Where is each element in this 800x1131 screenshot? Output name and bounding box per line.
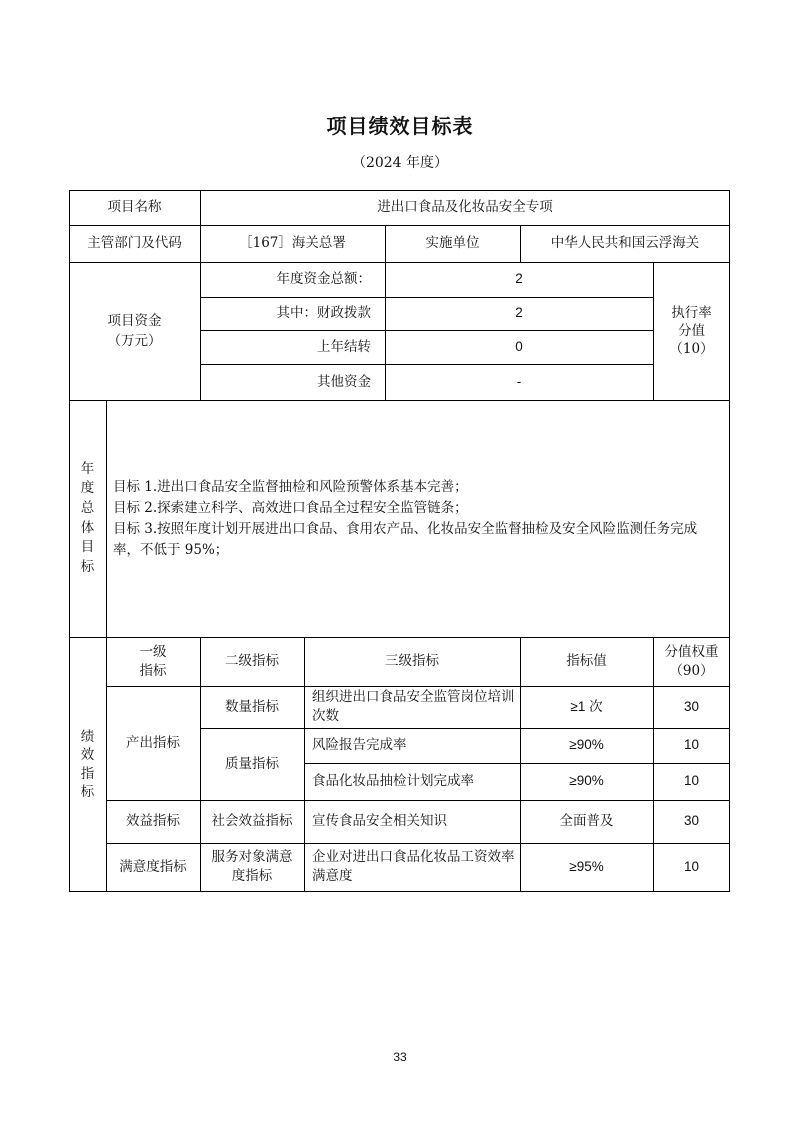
execution-rate-score [653,262,730,400]
execution-rate-line1: 执行率 [671,304,712,321]
funds-other-label: 其他资金 [317,373,371,390]
output-indicators-label: 产出指标 [126,734,180,751]
benefit-value: 全面普及 [559,813,614,830]
page-title: 项目绩效目标表 [326,114,474,138]
project-name-label: 项目名称 [107,199,162,216]
annual-goals-label-char: 标 [80,558,95,575]
service-satisfaction-label: 服务对象满意度指标 [211,849,293,884]
annual-goals-content [107,477,727,561]
annual-goals-label [69,400,106,637]
annual-goals-label-char: 度 [80,480,95,497]
indicator-row-1-value: ≥1 次 [570,698,603,714]
header-value: 指标值 [566,653,607,670]
department-value: ［167］海关总署 [239,235,346,252]
performance-label-char: 绩 [80,729,95,746]
execution-rate-line3: （10） [669,341,714,358]
annual-goals-label-char: 体 [80,519,95,536]
social-benefit-label: 社会效益指标 [211,813,293,830]
department-label: 主管部门及代码 [87,235,182,252]
annual-goals-label-char: 年 [80,460,95,477]
funds-other-value: - [516,373,522,389]
annual-goals-label-char: 总 [80,499,95,516]
performance-indicators-label [69,637,106,892]
quantity-indicators-label: 数量指标 [225,698,279,715]
page-number: 33 [393,1050,407,1064]
funds-carryover-label: 上年结转 [317,338,371,355]
indicator-row-1-weight: 30 [683,698,700,714]
indicator-row-2-weight: 10 [683,737,700,753]
quality-indicators-label: 质量指标 [225,755,279,772]
funds-fiscal-label: 其中：财政拨款 [276,305,371,322]
satisfaction-indicators-label: 满意度指标 [119,858,187,875]
performance-label-char: 效 [80,747,95,764]
performance-label-char: 指 [80,765,95,782]
header-level1-line1: 一级 [139,644,167,661]
header-weight-line1: 分值权重 [664,644,719,661]
project-name-value: 进出口食品及化妆品安全专项 [377,199,553,216]
header-weight-line2: （90） [669,662,714,679]
funds-fiscal-value: 2 [515,305,523,321]
header-weight [653,637,730,686]
goal-item: 目标 1.进出口食品安全监督抽检和风险预警体系基本完善； [113,479,468,495]
indicator-row-2-level3: 风险报告完成率 [312,737,407,754]
indicator-row-3-value: ≥90% [569,773,604,789]
satisfaction-weight: 10 [683,858,700,874]
project-funds-label-line2: （万元） [107,333,162,349]
satisfaction-level3: 企业对进出口食品化妆品工资效率满意度 [312,849,515,884]
execution-rate-line2: 分值 [678,322,705,339]
project-funds-label-line1: 项目资金 [107,312,162,329]
page-subtitle: （2024 年度） [351,155,449,171]
performance-label-char: 标 [80,783,95,800]
performance-target-table [69,190,730,892]
indicator-row-1-level3: 组织进出口食品安全监管岗位培训次数 [312,689,515,724]
funds-carryover-value: 0 [515,338,523,354]
header-level3: 三级指标 [385,653,439,670]
indicator-row-2-value: ≥90% [569,737,604,753]
project-funds-label [69,262,200,400]
indicator-row-3-weight: 10 [683,773,700,789]
goal-item: 目标 2.探索建立科学、高效进口食品全过程安全监管链条； [113,500,468,516]
benefit-level3: 宣传食品安全相关知识 [312,813,447,830]
satisfaction-value: ≥95% [569,858,604,874]
header-level2: 二级指标 [225,653,279,670]
header-level1-line2: 指标 [139,662,167,679]
funds-total-value: 2 [515,271,523,287]
indicator-row-3-level3: 食品化妆品抽检计划完成率 [312,773,474,790]
header-level1 [106,637,200,686]
funds-total-label: 年度资金总额： [276,271,371,288]
goal-item: 目标 3.按照年度计划开展进出口食品、食用农产品、化妆品安全监督抽检及安全风险监测任务完成率，不低于 95%； [113,521,698,558]
benefit-indicators-label: 效益指标 [126,813,180,830]
implementing-unit-label: 实施单位 [425,235,480,252]
implementing-unit-value: 中华人民共和国云浮海关 [550,235,700,252]
annual-goals-label-char: 目 [80,539,95,556]
benefit-weight: 30 [683,813,700,829]
